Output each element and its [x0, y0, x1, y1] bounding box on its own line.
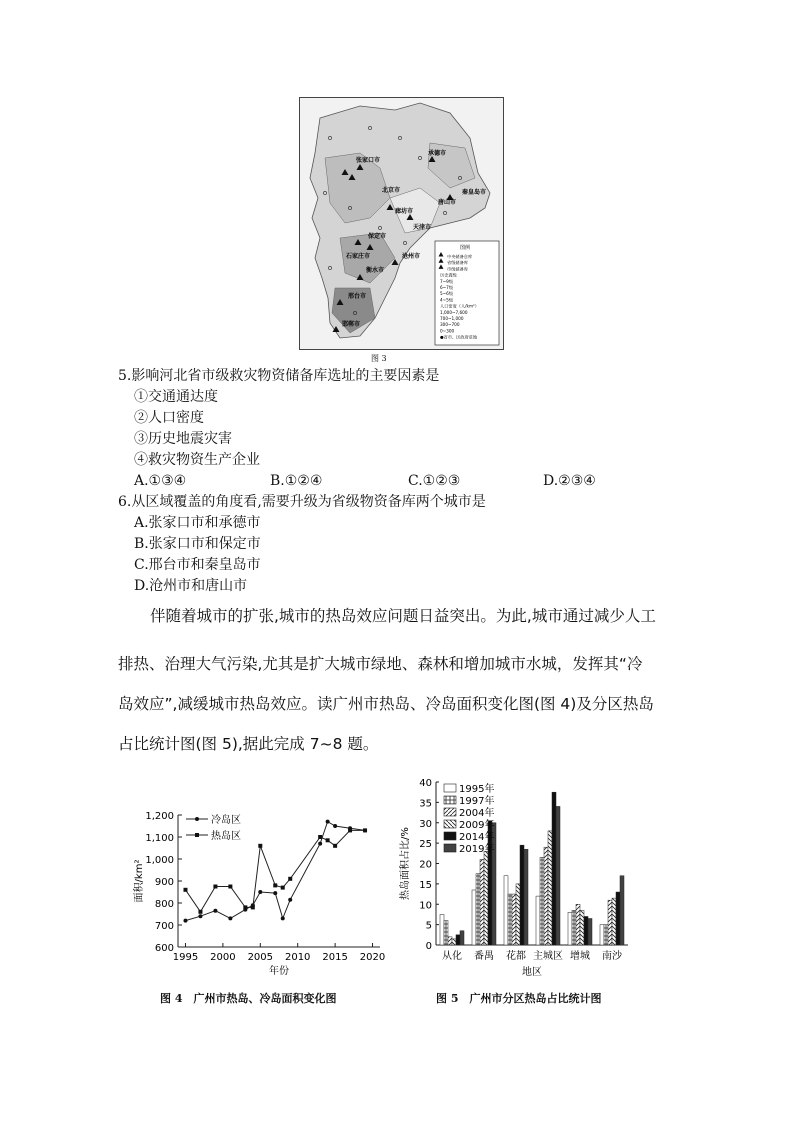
map-city-label: 唐山市 — [438, 199, 457, 206]
map-city-label: 沧州市 — [402, 253, 421, 260]
legend-item: 中央储备仓库 — [447, 254, 473, 259]
bar — [524, 849, 528, 945]
x-tick-label: 主城区 — [533, 951, 563, 962]
bar — [520, 845, 524, 945]
data-point — [183, 888, 187, 892]
legend-item: 市级储备库 — [447, 266, 468, 272]
y-axis-label: 面积/km² — [134, 859, 145, 903]
q5-stem: 5.影响河北省市级救灾物资储备库选址的主要因素是 — [118, 368, 440, 384]
map-city-label: 衡水市 — [366, 267, 385, 274]
legend-label: 2014年 — [459, 832, 495, 843]
bar-chart — [396, 770, 636, 985]
bar — [452, 939, 456, 945]
bar — [568, 912, 572, 945]
legend-swatch — [444, 796, 456, 804]
bar — [484, 851, 488, 945]
legend-swatch — [444, 820, 456, 828]
data-point — [198, 910, 202, 914]
legend-label: 2019年 — [459, 844, 495, 855]
hebei-map — [300, 98, 503, 349]
y-tick-label: 5 — [425, 920, 432, 932]
bar — [512, 894, 516, 945]
bar — [588, 919, 592, 945]
legend-item: 5~6级 — [440, 291, 454, 297]
y-tick-label: 1,100 — [145, 833, 174, 844]
legend-item: 4~5级 — [440, 297, 454, 303]
data-point — [333, 824, 337, 828]
legend-label: 1997年 — [459, 796, 495, 807]
bar — [608, 900, 612, 945]
passage-line: 伴随着城市的扩张,城市的热岛效应问题日益突出。为此,城市通过减少人工 — [150, 607, 656, 625]
legend-label: 2009年 — [459, 820, 495, 831]
legend-item: 700~1,000 — [440, 316, 464, 321]
x-tick-label: 南沙 — [602, 951, 622, 962]
bar — [444, 921, 448, 945]
bar — [544, 847, 548, 945]
series-line — [185, 830, 365, 911]
y-tick-label: 25 — [419, 839, 432, 851]
y-tick-label: 1,000 — [145, 855, 174, 866]
bar — [476, 874, 480, 945]
x-tick-label: 2000 — [210, 952, 236, 963]
data-point — [281, 916, 285, 920]
data-point — [326, 838, 330, 842]
data-point — [363, 828, 367, 832]
data-point — [183, 919, 187, 923]
bar — [536, 896, 540, 945]
q5-choice-d: D.②③④ — [543, 473, 596, 489]
bar — [584, 916, 588, 945]
bar — [572, 910, 576, 945]
x-tick-label: 从化 — [442, 951, 462, 962]
legend-item: 7~9级 — [440, 278, 454, 284]
figure4-caption: 图 4 广州市热岛、冷岛面积变化图 — [160, 992, 337, 1005]
y-tick-label: 10 — [419, 900, 432, 912]
legend-item: 300~700 — [440, 322, 460, 328]
legend-swatch — [444, 784, 456, 792]
data-point — [288, 877, 292, 881]
legend-label: 2004年 — [459, 808, 495, 819]
bar — [480, 859, 484, 945]
y-tick-label: 1,200 — [145, 811, 174, 822]
map-city-label: 秦皇岛市 — [462, 189, 487, 196]
bar — [604, 925, 608, 945]
q6-choice-a: A.张家口市和承德市 — [134, 515, 261, 531]
bar — [556, 806, 560, 945]
bar — [460, 931, 464, 945]
bar — [472, 890, 476, 945]
y-tick-label: 40 — [419, 778, 432, 789]
data-point — [288, 898, 292, 902]
figure3-map — [299, 97, 504, 350]
bar — [616, 892, 620, 945]
data-point — [348, 828, 352, 832]
legend-marker — [195, 817, 199, 821]
q5-item: ④救灾物资生产企业 — [134, 452, 260, 468]
map-legend — [435, 241, 499, 345]
bar — [504, 876, 508, 945]
y-tick-label: 900 — [154, 877, 174, 888]
bar — [516, 884, 520, 945]
bar — [440, 914, 444, 945]
bar — [620, 876, 624, 945]
map-city-label: 天津市 — [413, 224, 432, 231]
bar — [540, 857, 544, 945]
q5-choice-a: A.①③④ — [134, 473, 187, 489]
y-axis-label: 热岛面积占比/% — [400, 827, 411, 900]
data-point — [213, 885, 217, 889]
x-axis-label: 年份 — [269, 966, 289, 977]
legend-item: 人口密度（人/km²） — [440, 303, 479, 309]
y-tick-label: 600 — [154, 943, 174, 954]
bar — [508, 894, 512, 945]
bar — [548, 831, 552, 945]
figure5-caption: 图 5 广州市分区热岛占比统计图 — [436, 992, 602, 1005]
x-tick-label: 花都 — [506, 951, 526, 962]
data-point — [273, 891, 277, 895]
legend-label: 冷岛区 — [211, 815, 241, 826]
y-tick-label: 15 — [419, 879, 432, 891]
passage-line: 岛效应”,减缓城市热岛效应。读广州市热岛、冷岛面积变化图(图 4)及分区热岛 — [118, 695, 654, 713]
legend-swatch — [444, 844, 456, 852]
data-point — [273, 883, 277, 887]
q6-choice-d: D.沧州市和唐山市 — [134, 578, 248, 594]
legend-item: 省级储备库 — [447, 260, 468, 266]
figure5-chart — [396, 770, 636, 985]
y-tick-label: 30 — [419, 818, 432, 830]
data-point — [333, 844, 337, 848]
y-tick-label: 700 — [154, 921, 174, 932]
x-tick-label: 番禺 — [474, 951, 494, 962]
legend-item: ●省市、区政府驻地 — [440, 334, 478, 340]
x-tick-label: 2005 — [247, 952, 274, 963]
data-point — [213, 909, 217, 913]
x-tick-label: 2015 — [322, 952, 348, 963]
q6-choice-c: C.邢台市和秦皇岛市 — [134, 557, 261, 573]
data-point — [243, 905, 247, 909]
passage-line: 排热、治理大气污染,尤其是扩大城市绿地、森林和增加城市水城，发挥其“冷 — [118, 655, 643, 673]
x-tick-label: 增城 — [570, 951, 590, 962]
map-city-label: 石家庄市 — [346, 253, 371, 260]
data-point — [326, 820, 330, 824]
bar — [580, 910, 584, 945]
x-tick-label: 2010 — [284, 952, 311, 963]
bar — [448, 937, 452, 945]
q5-item: ②人口密度 — [134, 410, 204, 426]
figure3-caption: 图 3 — [371, 354, 387, 363]
y-tick-label: 20 — [419, 859, 432, 871]
bar — [576, 904, 580, 945]
data-point — [318, 842, 322, 846]
data-point — [251, 905, 255, 909]
bar — [552, 792, 556, 945]
data-point — [258, 890, 262, 894]
x-tick-label: 2020 — [359, 952, 386, 963]
legend-item: 0~300 — [440, 328, 455, 334]
bar — [600, 925, 604, 945]
x-axis-label: 地区 — [522, 967, 542, 978]
data-point — [258, 844, 262, 848]
map-city-label: 保定市 — [368, 233, 387, 240]
legend-label: 热岛区 — [211, 831, 241, 842]
data-point — [228, 885, 232, 889]
figure4-chart — [118, 795, 400, 995]
legend-title: 图例 — [460, 245, 471, 251]
line-chart — [118, 795, 400, 995]
q5-item: ③历史地震灾害 — [134, 431, 232, 447]
legend-item: 历史震级 — [440, 272, 457, 278]
q5-item: ①交通通达度 — [134, 389, 218, 405]
data-point — [228, 916, 232, 920]
legend-swatch — [444, 832, 456, 840]
q5-choice-c: C.①②③ — [408, 473, 461, 489]
passage-line: 占比统计图(图 5),据此完成 7~8 题。 — [118, 735, 379, 753]
legend-item: 6~7级 — [440, 285, 454, 290]
bar — [456, 935, 460, 945]
map-city-label: 邢台市 — [348, 293, 367, 300]
q6-stem: 6.从区域覆盖的角度看,需要升级为省级物资备库两个城市是 — [118, 494, 486, 510]
q6-choice-b: B.张家口市和保定市 — [134, 536, 261, 552]
map-city-label: 北京市 — [382, 187, 401, 194]
bar — [612, 898, 616, 945]
map-city-label: 张家口市 — [356, 157, 381, 164]
y-tick-label: 800 — [154, 899, 174, 910]
map-city-label: 廊坊市 — [395, 208, 414, 215]
y-tick-label: 0 — [425, 941, 432, 952]
data-point — [281, 886, 285, 890]
x-tick-label: 1995 — [172, 952, 199, 963]
legend-marker — [195, 833, 199, 837]
map-city-label: 承德市 — [428, 150, 447, 157]
y-tick-label: 35 — [419, 798, 432, 810]
data-point — [198, 914, 202, 918]
q5-choice-b: B.①②④ — [270, 473, 323, 489]
legend-item: 1,000~7,600 — [440, 309, 468, 315]
data-point — [318, 835, 322, 839]
map-city-label: 邯郸市 — [342, 321, 361, 328]
legend-label: 1995年 — [459, 784, 495, 795]
legend-swatch — [444, 808, 456, 816]
